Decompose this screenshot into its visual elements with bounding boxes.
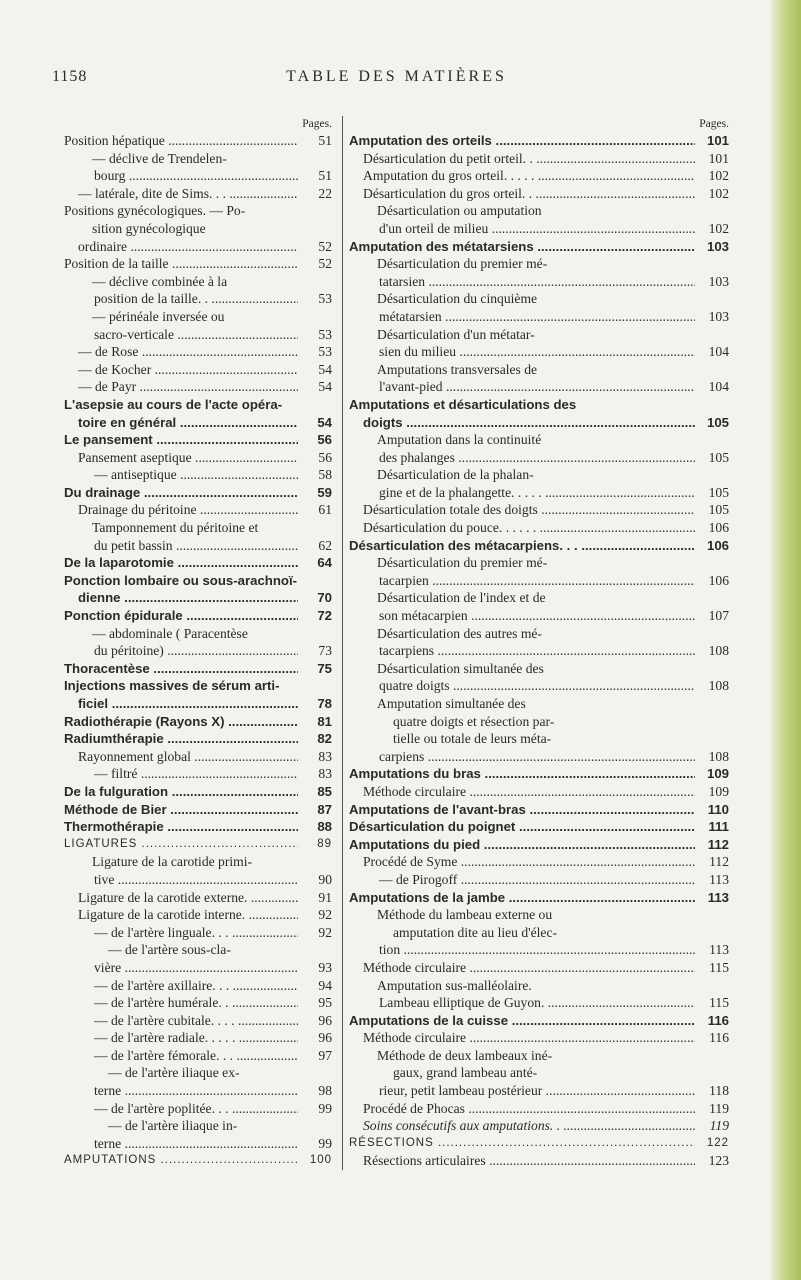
entry-text: — de l'artère iliaque ex- xyxy=(108,1065,240,1081)
entry-text: Désarticulation du petit orteil. . ..... xyxy=(349,150,695,168)
entry-page-number: 96 xyxy=(318,1030,332,1046)
toc-entry xyxy=(349,238,729,256)
entry-page-number: 51 xyxy=(318,133,332,148)
entry-page-number: 54 xyxy=(318,379,332,395)
toc-entry xyxy=(349,1029,729,1047)
toc-entry xyxy=(64,501,332,519)
toc-entry xyxy=(349,1047,729,1100)
entry-text: De la laparotomie ..... xyxy=(64,554,298,572)
entry-text: Positions gynécologiques. — Po- xyxy=(64,203,246,219)
entry-page-number: 53 xyxy=(318,326,332,342)
toc-entry xyxy=(64,273,332,308)
entry-text: Désarticulation des métacarpiens. . . ..... xyxy=(349,537,695,555)
entry-text: du petit bassin ..... xyxy=(64,537,298,555)
entry-text: Désarticulation d'un métatar- xyxy=(377,326,535,342)
entry-page-number: 116 xyxy=(707,1012,729,1028)
entry-page-number: 93 xyxy=(318,959,332,975)
entry-page-number: 78 xyxy=(317,696,332,711)
entry-text: — de l'artère axillaire. . . ..... xyxy=(64,977,298,995)
entry-text: Désarticulation du gros orteil. . ..... xyxy=(349,185,695,203)
pages-column-label: Pages. xyxy=(302,118,332,130)
toc-entry xyxy=(349,589,729,624)
toc-entry xyxy=(349,290,729,325)
entry-page-number: 106 xyxy=(708,572,729,588)
toc-entry xyxy=(64,748,332,766)
entry-text: Ponction épidurale ..... xyxy=(64,607,298,625)
toc-entry xyxy=(64,607,332,625)
toc-entry xyxy=(349,1135,729,1153)
entry-page-number: 105 xyxy=(708,484,729,500)
entry-page-number: 88 xyxy=(317,819,332,835)
toc-entry xyxy=(64,994,332,1012)
entry-text: Désarticulation de la phalan- xyxy=(377,467,534,483)
entry-text: Désarticulation des autres mé- xyxy=(377,625,542,641)
entry-text: Soins consécutifs aux amputations. . ..... xyxy=(349,1117,695,1135)
entry-text: Amputation des métatarsiens ..... xyxy=(349,238,695,256)
entry-page-number: 102 xyxy=(708,220,729,236)
entry-text: Amputations du bras ..... xyxy=(349,765,695,783)
toc-entry xyxy=(64,185,332,203)
entry-page-number: 123 xyxy=(708,1153,729,1169)
entry-page-number: 70 xyxy=(317,590,332,606)
entry-text: — de l'artère linguale. . . ..... xyxy=(64,924,298,942)
entry-page-number: 95 xyxy=(318,995,332,1011)
entry-text: — de Kocher ..... xyxy=(64,361,298,379)
entry-text: Lambeau elliptique de Guyon. ..... xyxy=(349,994,695,1012)
entry-page-number: 107 xyxy=(708,608,729,624)
entry-text: Pansement aseptique ..... xyxy=(64,449,298,467)
entry-text: Du drainage ..... xyxy=(64,484,298,502)
entry-text: Radiumthérapie ..... xyxy=(64,730,298,748)
entry-text: De la fulguration ..... xyxy=(64,783,298,801)
entry-text: amputation dite au lieu d'élec- xyxy=(393,924,558,940)
toc-entry xyxy=(64,150,332,185)
entry-text: — de Pirogoff ..... xyxy=(349,871,695,889)
entry-text: Méthode circulaire ..... xyxy=(349,959,695,977)
entry-page-number: 115 xyxy=(709,995,729,1011)
entry-text: du péritoine) ..... xyxy=(64,642,298,660)
entry-text: — de l'artère cubitale. . . . ..... xyxy=(64,1012,298,1030)
toc-entry xyxy=(349,519,729,537)
entry-text: Amputations transversales de xyxy=(377,361,538,377)
toc-entry xyxy=(64,1117,332,1152)
toc-entry xyxy=(64,1029,332,1047)
toc-column-right xyxy=(342,116,729,1170)
entry-page-number: 92 xyxy=(318,924,332,940)
page-header xyxy=(52,68,741,92)
toc-entry xyxy=(64,519,332,554)
entry-text: L'asepsie au cours de l'acte opéra- xyxy=(64,396,283,412)
entry-page-number: 90 xyxy=(318,871,332,887)
entry-text: vière ..... xyxy=(64,959,298,977)
entry-page-number: 98 xyxy=(318,1083,332,1099)
entry-text: terne ..... xyxy=(64,1082,298,1100)
entry-page-number: 103 xyxy=(706,238,729,254)
toc-entry xyxy=(64,677,332,712)
entry-text: Amputations de l'avant-bras ..... xyxy=(349,801,695,819)
entry-text: Amputations et désarticulations des xyxy=(349,396,577,412)
entry-text: Méthode circulaire ..... xyxy=(349,1029,695,1047)
entry-text: — de l'artère humérale. . ..... xyxy=(64,994,298,1012)
toc-entry xyxy=(349,185,729,203)
entry-page-number: 72 xyxy=(317,608,332,624)
entry-page-number: 112 xyxy=(707,836,729,852)
entry-page-number: 103 xyxy=(708,273,729,289)
entry-text: Le pansement ..... xyxy=(64,431,298,449)
entry-text: — déclive combinée à la xyxy=(92,273,228,289)
entry-page-number: 104 xyxy=(708,344,729,360)
entry-page-number: 59 xyxy=(317,484,332,500)
entry-page-number: 54 xyxy=(317,414,332,430)
entry-page-number: 104 xyxy=(708,379,729,395)
entry-text: doigts ..... xyxy=(349,414,695,432)
entry-text: — déclive de Trendelen- xyxy=(92,150,227,166)
entry-page-number: 96 xyxy=(318,1012,332,1028)
toc-entry xyxy=(64,783,332,801)
entry-text: Désarticulation du poignet ..... xyxy=(349,818,695,836)
entry-text: RÉSECTIONS ..... xyxy=(349,1135,695,1153)
toc-column-left xyxy=(64,116,332,1170)
entry-page-number: 58 xyxy=(318,467,332,483)
entry-text: Injections massives de sérum arti- xyxy=(64,678,280,694)
entry-page-number: 62 xyxy=(318,537,332,553)
entry-page-number: 100 xyxy=(309,1154,332,1167)
entry-text: tielle ou totale de leurs méta- xyxy=(393,731,552,747)
toc-entry xyxy=(349,431,729,466)
toc-entry xyxy=(64,1064,332,1099)
entry-text: gine et de la phalangette. . . . . ..... xyxy=(349,484,695,502)
entry-text: Rayonnement global ..... xyxy=(64,748,298,766)
entry-page-number: 108 xyxy=(708,678,729,694)
toc-entry xyxy=(64,836,332,854)
entry-page-number: 83 xyxy=(318,766,332,782)
entry-text: Position de la taille ..... xyxy=(64,255,298,273)
toc-entry xyxy=(349,801,729,819)
entry-page-number: 83 xyxy=(318,748,332,764)
toc-entry xyxy=(349,150,729,168)
entry-text: Ligature de la carotide primi- xyxy=(92,854,253,870)
entry-text: — de l'artère iliaque in- xyxy=(108,1118,238,1134)
entry-text: LIGATURES ..... xyxy=(64,836,298,854)
entry-text: — de l'artère fémorale. . . ..... xyxy=(64,1047,298,1065)
entry-text: — de l'artère sous-cla- xyxy=(108,942,231,958)
toc-entry xyxy=(349,853,729,871)
entry-text: Amputations de la jambe ..... xyxy=(349,889,695,907)
toc-entry xyxy=(349,977,729,1012)
entry-page-number: 101 xyxy=(706,133,729,148)
entry-page-number: 91 xyxy=(318,889,332,905)
entry-page-number: 53 xyxy=(318,291,332,307)
entry-text: Thoracentèse ..... xyxy=(64,660,298,678)
toc-entry xyxy=(64,343,332,361)
entry-page-number: 97 xyxy=(318,1047,332,1063)
toc-entry xyxy=(64,924,332,942)
entry-text: Amputations du pied ..... xyxy=(349,836,695,854)
entry-page-number: 108 xyxy=(708,643,729,659)
entry-text: tive ..... xyxy=(64,871,298,889)
toc-entry xyxy=(349,660,729,695)
toc-entry xyxy=(64,572,332,607)
entry-page-number: 89 xyxy=(317,837,332,850)
toc-entry xyxy=(64,484,332,502)
entry-page-number: 54 xyxy=(318,361,332,377)
toc-entry xyxy=(64,818,332,836)
toc-entry xyxy=(64,713,332,731)
entry-text: — filtré ..... xyxy=(64,765,298,783)
entry-text: — de Payr ..... xyxy=(64,378,298,396)
entry-page-number: 113 xyxy=(709,942,729,958)
toc-entry xyxy=(349,818,729,836)
toc-entry xyxy=(349,501,729,519)
entry-text: Résections articulaires ..... xyxy=(349,1152,695,1170)
toc-entry xyxy=(349,625,729,660)
entry-text: — latérale, dite de Sims. . . ..... xyxy=(64,185,298,203)
entry-page-number: 105 xyxy=(708,449,729,465)
toc-entry xyxy=(64,730,332,748)
toc-entry xyxy=(349,167,729,185)
toc-entry xyxy=(64,132,332,150)
entry-text: Position hépatique ..... xyxy=(64,132,298,150)
entry-page-number: 103 xyxy=(708,308,729,324)
toc-entry xyxy=(64,431,332,449)
toc-entry xyxy=(349,132,729,150)
entry-page-number: 56 xyxy=(317,432,332,448)
entry-text: des phalanges ..... xyxy=(349,449,695,467)
toc-entry xyxy=(349,959,729,977)
toc-entry xyxy=(64,625,332,660)
entry-text: Désarticulation simultanée des xyxy=(377,660,544,676)
entry-text: Désarticulation du pouce. . . . . . ..... xyxy=(349,519,695,537)
toc-entry xyxy=(64,977,332,995)
entry-text: ficiel ..... xyxy=(64,695,298,713)
entry-text: terne ..... xyxy=(64,1135,298,1153)
entry-text: sien du milieu ..... xyxy=(349,343,695,361)
entry-text: Amputation sus-malléolaire. xyxy=(377,977,532,993)
entry-text: rieur, petit lambeau postérieur ..... xyxy=(349,1082,695,1100)
entry-page-number: 52 xyxy=(318,256,332,272)
entry-page-number: 61 xyxy=(318,502,332,518)
entry-text: gaux, grand lambeau anté- xyxy=(393,1065,538,1081)
entry-text: Amputation des orteils ..... xyxy=(349,132,695,150)
entry-text: Drainage du péritoine ..... xyxy=(64,501,298,519)
entry-text: tion ..... xyxy=(349,941,695,959)
entry-text: — de l'artère poplitée. . . ..... xyxy=(64,1100,298,1118)
entry-page-number: 112 xyxy=(709,854,729,870)
toc-entry xyxy=(349,537,729,555)
toc-entry xyxy=(64,1012,332,1030)
toc-entry xyxy=(349,906,729,959)
toc-entry xyxy=(349,783,729,801)
toc-entry xyxy=(64,941,332,976)
toc-entry xyxy=(64,801,332,819)
entry-page-number: 109 xyxy=(708,783,729,799)
entry-text: Méthode circulaire ..... xyxy=(349,783,695,801)
entry-page-number: 113 xyxy=(707,889,729,905)
entry-page-number: 56 xyxy=(318,449,332,465)
toc-entry xyxy=(349,836,729,854)
entry-page-number: 106 xyxy=(706,537,729,553)
entry-page-number: 51 xyxy=(318,168,332,184)
toc-entry xyxy=(64,1047,332,1065)
entry-page-number: 115 xyxy=(709,959,729,975)
toc-entry xyxy=(349,765,729,783)
entry-page-number: 101 xyxy=(708,150,729,166)
entry-text: Ligature de la carotide externe. ..... xyxy=(64,889,298,907)
entry-text: ordinaire ..... xyxy=(64,238,298,256)
entry-page-number: 105 xyxy=(708,502,729,518)
toc-entry xyxy=(64,765,332,783)
entry-text: Amputation dans la continuité xyxy=(377,432,542,448)
toc-entry xyxy=(349,889,729,907)
entry-page-number: 119 xyxy=(709,1100,729,1116)
toc-entry xyxy=(349,396,729,431)
entry-page-number: 111 xyxy=(708,819,729,835)
entry-page-number: 75 xyxy=(317,660,332,676)
entry-text: tatarsien ..... xyxy=(349,273,695,291)
entry-text: sacro-verticale ..... xyxy=(64,326,298,344)
entry-text: son métacarpien ..... xyxy=(349,607,695,625)
entry-text: sition gynécologique xyxy=(92,220,206,236)
entry-text: — de Rose ..... xyxy=(64,343,298,361)
entry-page-number: 85 xyxy=(317,783,332,799)
toc-entry xyxy=(64,660,332,678)
entry-text: carpiens ..... xyxy=(349,748,695,766)
entry-text: quatre doigts et résection par- xyxy=(393,713,555,729)
entry-text: l'avant-pied ..... xyxy=(349,378,695,396)
toc-entry xyxy=(349,361,729,396)
entry-text: Ponction lombaire ou sous-arachnoï- xyxy=(64,572,298,588)
entry-text: quatre doigts ..... xyxy=(349,677,695,695)
entry-page-number: 102 xyxy=(708,185,729,201)
toc-entry xyxy=(64,889,332,907)
entry-text: métatarsien ..... xyxy=(349,308,695,326)
toc-entry xyxy=(64,906,332,924)
toc-entry xyxy=(64,361,332,379)
toc-entry xyxy=(64,1152,332,1170)
entry-page-number: 81 xyxy=(317,713,332,729)
entry-page-number: 105 xyxy=(706,414,729,430)
entry-page-number: 106 xyxy=(708,520,729,536)
entry-page-number: 99 xyxy=(318,1100,332,1116)
toc-entry xyxy=(64,466,332,484)
entry-text: Amputation du gros orteil. . . . . ..... xyxy=(349,167,695,185)
entry-page-number: 108 xyxy=(708,748,729,764)
entry-page-number: 110 xyxy=(707,801,729,817)
toc-entry xyxy=(64,853,332,888)
toc-entry xyxy=(349,1100,729,1118)
entry-text: dienne ..... xyxy=(64,589,298,607)
entry-text: Désarticulation ou amputation xyxy=(377,203,542,219)
entry-page-number: 92 xyxy=(318,907,332,923)
page-number: 1158 xyxy=(52,68,88,85)
entry-text: Tamponnement du péritoine et xyxy=(92,520,259,536)
toc-entry xyxy=(349,695,729,765)
toc-entry xyxy=(349,466,729,501)
entry-text: Désarticulation du premier mé- xyxy=(377,555,548,571)
toc-entry xyxy=(64,308,332,343)
toc-entry xyxy=(64,202,332,255)
entry-page-number: 99 xyxy=(318,1135,332,1151)
entry-text: Amputations de la cuisse ..... xyxy=(349,1012,695,1030)
toc-entry xyxy=(64,378,332,396)
toc-entry xyxy=(349,1117,729,1135)
entry-text: Ligature de la carotide interne. ..... xyxy=(64,906,298,924)
entry-page-number: 116 xyxy=(709,1030,729,1046)
entry-page-number: 102 xyxy=(708,168,729,184)
entry-page-number: 53 xyxy=(318,344,332,360)
entry-page-number: 64 xyxy=(317,555,332,571)
entry-page-number: 94 xyxy=(318,977,332,993)
toc-entry xyxy=(64,1100,332,1118)
running-title: TABLE DES MATIÈRES xyxy=(286,68,507,85)
entry-text: Méthode de Bier ..... xyxy=(64,801,298,819)
entry-text: — abdominale ( Paracentèse xyxy=(92,625,248,641)
entry-page-number: 113 xyxy=(709,871,729,887)
toc-entry xyxy=(349,871,729,889)
entry-text: — antiseptique ..... xyxy=(64,466,298,484)
toc-entry xyxy=(64,255,332,273)
entry-text: Désarticulation du premier mé- xyxy=(377,256,548,272)
entry-text: — périnéale inversée ou xyxy=(92,308,225,324)
entry-page-number: 73 xyxy=(318,643,332,659)
toc-entry xyxy=(349,1012,729,1030)
toc-entry xyxy=(349,554,729,589)
entry-text: Désarticulation de l'index et de xyxy=(377,590,546,606)
entry-text: d'un orteil de milieu ..... xyxy=(349,220,695,238)
toc-entry xyxy=(349,202,729,237)
entry-page-number: 87 xyxy=(317,801,332,817)
entry-text: position de la taille. . ..... xyxy=(64,290,298,308)
entry-text: Procédé de Phocas ..... xyxy=(349,1100,695,1118)
entry-page-number: 82 xyxy=(317,731,332,747)
entry-text: — de l'artère radiale. . . . . ..... xyxy=(64,1029,298,1047)
toc-entry xyxy=(349,1152,729,1170)
pages-column-label: Pages. xyxy=(699,118,729,130)
entry-text: Amputation simultanée des xyxy=(377,696,526,711)
entry-text: Radiothérapie (Rayons X) ..... xyxy=(64,713,298,731)
entry-page-number: 119 xyxy=(709,1118,729,1134)
entry-text: AMPUTATIONS ..... xyxy=(64,1152,298,1170)
entry-text: Méthode de deux lambeaux iné- xyxy=(377,1047,553,1063)
entry-text: Procédé de Syme ..... xyxy=(349,853,695,871)
entry-page-number: 118 xyxy=(709,1083,729,1099)
entry-text: Désarticulation totale des doigts ..... xyxy=(349,501,695,519)
entry-text: Thermothérapie ..... xyxy=(64,818,298,836)
entry-text: Désarticulation du cinquième xyxy=(377,291,538,307)
entry-page-number: 109 xyxy=(706,766,729,782)
toc-entry xyxy=(349,255,729,290)
entry-page-number: 22 xyxy=(318,185,332,201)
entry-text: bourg ..... xyxy=(64,167,298,185)
toc-entry xyxy=(64,554,332,572)
entry-text: Méthode du lambeau externe ou xyxy=(377,907,553,923)
entry-text: tacarpien ..... xyxy=(349,572,695,590)
toc-entry xyxy=(349,326,729,361)
entry-page-number: 122 xyxy=(706,1136,729,1149)
entry-text: tacarpiens ..... xyxy=(349,642,695,660)
toc-entry xyxy=(64,396,332,431)
entry-text: toire en général ..... xyxy=(64,414,298,432)
page-edge xyxy=(771,0,801,1280)
entry-page-number: 52 xyxy=(318,238,332,254)
toc-entry xyxy=(64,449,332,467)
